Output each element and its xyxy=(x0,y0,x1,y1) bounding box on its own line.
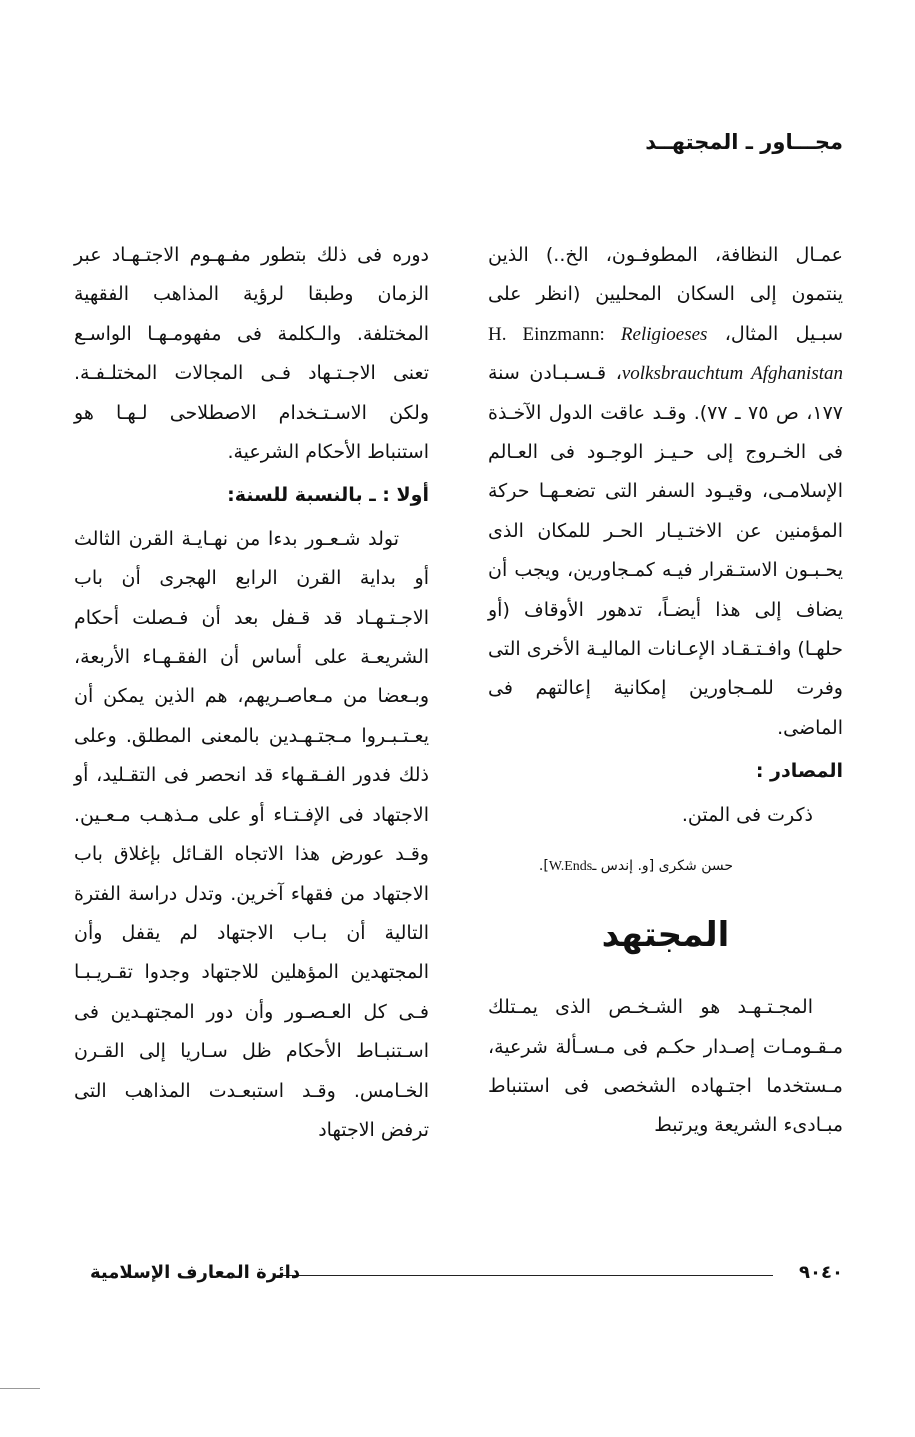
left-column xyxy=(74,236,429,1150)
encyclopedia-name: دائرة المعارف الإسلامية xyxy=(90,1262,301,1283)
page-footer xyxy=(72,1262,843,1288)
article-title: المجتهد xyxy=(601,915,730,956)
sources-text: ذكرت فى المتن. xyxy=(681,803,813,826)
article-first-paragraph: المجـتـهـد هو الشـخـص الذى يمـتلك مـقـومـات إصـدار حكـم فى مـسـألة شرعية، مـستخدما اجتـهاده الشخصى فى استنباط مبـادىء الشريعة ويرتبط xyxy=(488,996,843,1137)
section-heading-sunna: أولا : ـ بالنسبة للسنة: xyxy=(227,484,429,507)
paragraph-ijtihad-intro: دوره فى ذلك بتطور مفـهـوم الاجتـهـاد عبر الزمان وطبقا لرؤية المذاهب الفقهية المختلفة. والـكلمة فى مفهومـهـا الواسـع تعنى الاجـتـهاد فـى المجالات المختلـفـة. ولكن الاسـتـخدام الاصطلاحى لـهـا هو استنباط الأحكام الشرعية. xyxy=(74,244,429,464)
paragraph-mujawir-end: عمـال النظافة، المطوفـون، الخ..) الذين ينتمون إلى السكان المحليين (انظر على سبـيل المثال، H. Einzmann: Religioeses volksbrauchtum Afghanistan، قـسـبـادن سنة ١٧٧، ص ٧٥ ـ ٧٧). وقـد عاقت الدول الآخـذة فى الخـروج إلى حـيـز الوجـود فى العـالم الإسلامـى، وقيـود السفر التى تضعـهـا حركة المؤمنين عن الاختـيـار الحـر للمكان الذى يحـبـون الاستـقرار فيـه كمـجاورين، ويجب أن يضاف إلى هذا أيضـاً، تدهور الأوقاف (أو حلهـا) وافـتـقـاد الإعـانات الماليـة الأخرى التى وفرت للمـجاورين إمكانية إعالتهم فى الماضى. xyxy=(488,244,843,739)
page-number: ٩٠٤٠ xyxy=(799,1262,843,1283)
paragraph-sunna: تولد شـعـور بدءا من نهـايـة القرن الثالث أو بداية القرن الرابع الهجرى أن باب الاجـتـهـاد قد قـفل بعد أن فـصلت أحكام الشريعـة على أساس أن الفقـهـاء الأربعة، وبـعضا من مـعاصـريهم، هم الذين يمكن أن يعـتـبـروا مـجتـهـدين بالمعنى المطلق. وعلى ذلك فدور الفـقـهاء قد انحصر فى التقـليد، أو الاجتهاد فى الإفـتـاء أو على مـذهـب مـعـين. وقـد عورض هذا الاتجاه القـائل بإغلاق باب الاجتهاد من فقهاء آخرين. وتدل دراسة الفترة التالية أن بـاب الاجتهاد لم يقفل وأن المجتهدين المؤهلين للاجتهاد وجدوا تقـريـبـا فـى كل العـصـور وأن دور المجتهـدين فى اسـتنبـاط الأحكام ظل سـاريا إلى القـرن الخـامس. وقـد استبعـدت المذاهب التى ترفض الاجتهاد xyxy=(74,527,429,1141)
sources-heading: المصادر : xyxy=(755,760,843,783)
footer-rule xyxy=(277,1275,773,1276)
author-signature: حسن شكرى [و. إندس ـW.Ends]. xyxy=(538,858,733,875)
right-column xyxy=(488,236,843,1146)
running-header: مجـــاور ـ المجتهــد xyxy=(645,130,843,154)
reference-citation: H. Einzmann: Religioeses volksbrauchtum Afghanistan xyxy=(488,323,843,385)
margin-mark xyxy=(0,1388,40,1389)
